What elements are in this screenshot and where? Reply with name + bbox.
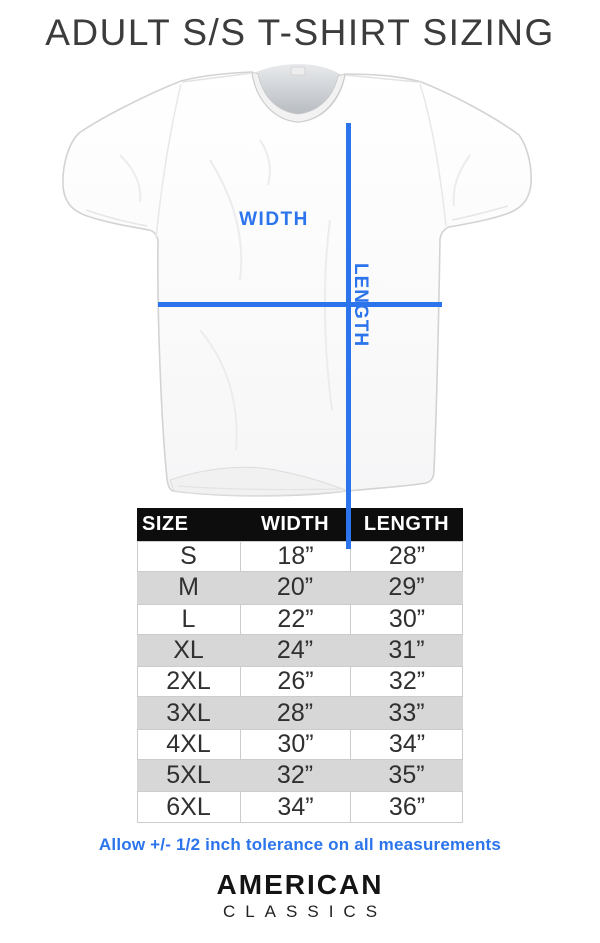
size-cell: 4XL — [166, 729, 211, 758]
table-row — [137, 635, 463, 666]
table-row — [137, 666, 463, 697]
width-label: WIDTH — [239, 209, 309, 230]
width-cell: 22” — [240, 604, 350, 635]
tshirt-illustration — [0, 60, 600, 505]
width-measure-line — [158, 302, 442, 307]
length-cell: 33” — [388, 698, 425, 727]
table-row — [137, 572, 463, 603]
length-label: LENGTH — [350, 263, 371, 348]
tolerance-note: Allow +/- 1/2 inch tolerance on all measurements — [98, 835, 502, 854]
table-row — [137, 541, 463, 572]
table-header-row — [137, 508, 463, 541]
size-cell: L — [181, 604, 196, 633]
size-cell: 6XL — [166, 792, 211, 821]
width-cell: 30” — [240, 729, 350, 760]
table-row — [137, 697, 463, 728]
page-title: ADULT S/S T-SHIRT SIZING — [45, 12, 555, 53]
brand-logo — [0, 869, 600, 922]
length-cell: 35” — [388, 761, 425, 790]
length-cell: 32” — [350, 666, 463, 697]
width-cell: 32” — [276, 761, 314, 790]
table-row — [137, 760, 463, 791]
length-cell: 29” — [388, 573, 425, 602]
width-cell: 34” — [240, 792, 350, 823]
size-table — [137, 508, 463, 823]
shirt-body — [63, 72, 531, 496]
size-cell: 2XL — [166, 667, 211, 696]
size-cell: 3XL — [166, 698, 211, 727]
length-cell: 36” — [350, 792, 463, 823]
length-cell: 28” — [350, 541, 463, 572]
size-cell: S — [180, 542, 197, 571]
length-cell: 34” — [350, 729, 463, 760]
table-row — [137, 604, 463, 635]
length-cell: 30” — [350, 604, 463, 635]
header-width: WIDTH — [260, 513, 330, 535]
width-cell: 18” — [240, 541, 350, 572]
width-cell: 24” — [276, 636, 314, 665]
header-size: SIZE — [142, 513, 189, 535]
tshirt-graphic — [0, 60, 600, 505]
brand-name-american: AMERICAN — [216, 869, 384, 900]
width-cell: 26” — [240, 666, 350, 697]
table-row — [137, 729, 463, 760]
width-cell: 20” — [276, 573, 314, 602]
size-cell: XL — [173, 636, 204, 665]
length-cell: 31” — [388, 636, 425, 665]
size-cell: M — [178, 573, 199, 602]
header-length: LENGTH — [363, 513, 450, 535]
size-cell: 5XL — [166, 761, 211, 790]
table-row — [137, 791, 463, 822]
width-cell: 28” — [276, 698, 314, 727]
neck-tag — [291, 67, 305, 75]
brand-name-classics: CLASSICS — [222, 902, 388, 921]
